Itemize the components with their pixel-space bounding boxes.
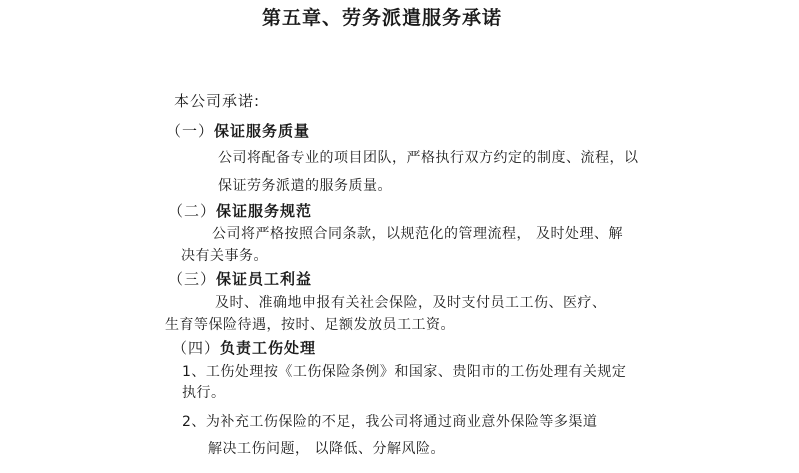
section-heading-4 <box>172 341 316 356</box>
section-heading-3 <box>168 272 312 287</box>
section-number: （一） <box>166 122 215 140</box>
intro-line: 本公司承诺: <box>174 92 261 110</box>
chapter-title: 第五章、劳务派遣服务承诺 <box>262 7 503 29</box>
section-heading-1 <box>166 124 310 139</box>
paragraph-line: 解决工伤问题， 以降低、分解风险。 <box>208 441 445 457</box>
section-heading-2 <box>168 204 312 219</box>
section-number: （四） <box>172 339 221 357</box>
section-heading-text: 保证服务质量 <box>214 122 311 140</box>
section-number: （二） <box>168 202 217 220</box>
section-number: （三） <box>168 270 217 288</box>
paragraph-line: 生育等保险待遇，按时、足额发放员工工资。 <box>165 317 455 333</box>
paragraph-line: 执行。 <box>182 385 226 401</box>
paragraph-line: 决有关事务。 <box>181 248 268 264</box>
paragraph-line: 1、工伤处理按《工伤保险条例》和国家、贵阳市的工伤处理有关规定 <box>182 364 627 380</box>
section-heading-text: 负责工伤处理 <box>220 339 317 357</box>
section-heading-text: 保证服务规范 <box>216 202 313 220</box>
paragraph-line: 保证劳务派遣的服务质量。 <box>218 178 392 194</box>
paragraph-line: 公司将严格按照合同条款，以规范化的管理流程， 及时处理、解 <box>212 226 623 242</box>
paragraph-line: 2、为补充工伤保险的不足，我公司将通过商业意外保险等多渠道 <box>182 414 598 430</box>
paragraph-line: 及时、准确地申报有关社会保险，及时支付员工工伤、医疗、 <box>215 295 607 311</box>
paragraph-line: 公司将配备专业的项目团队，严格执行双方约定的制度、流程，以 <box>218 150 639 166</box>
section-heading-text: 保证员工利益 <box>216 270 313 288</box>
